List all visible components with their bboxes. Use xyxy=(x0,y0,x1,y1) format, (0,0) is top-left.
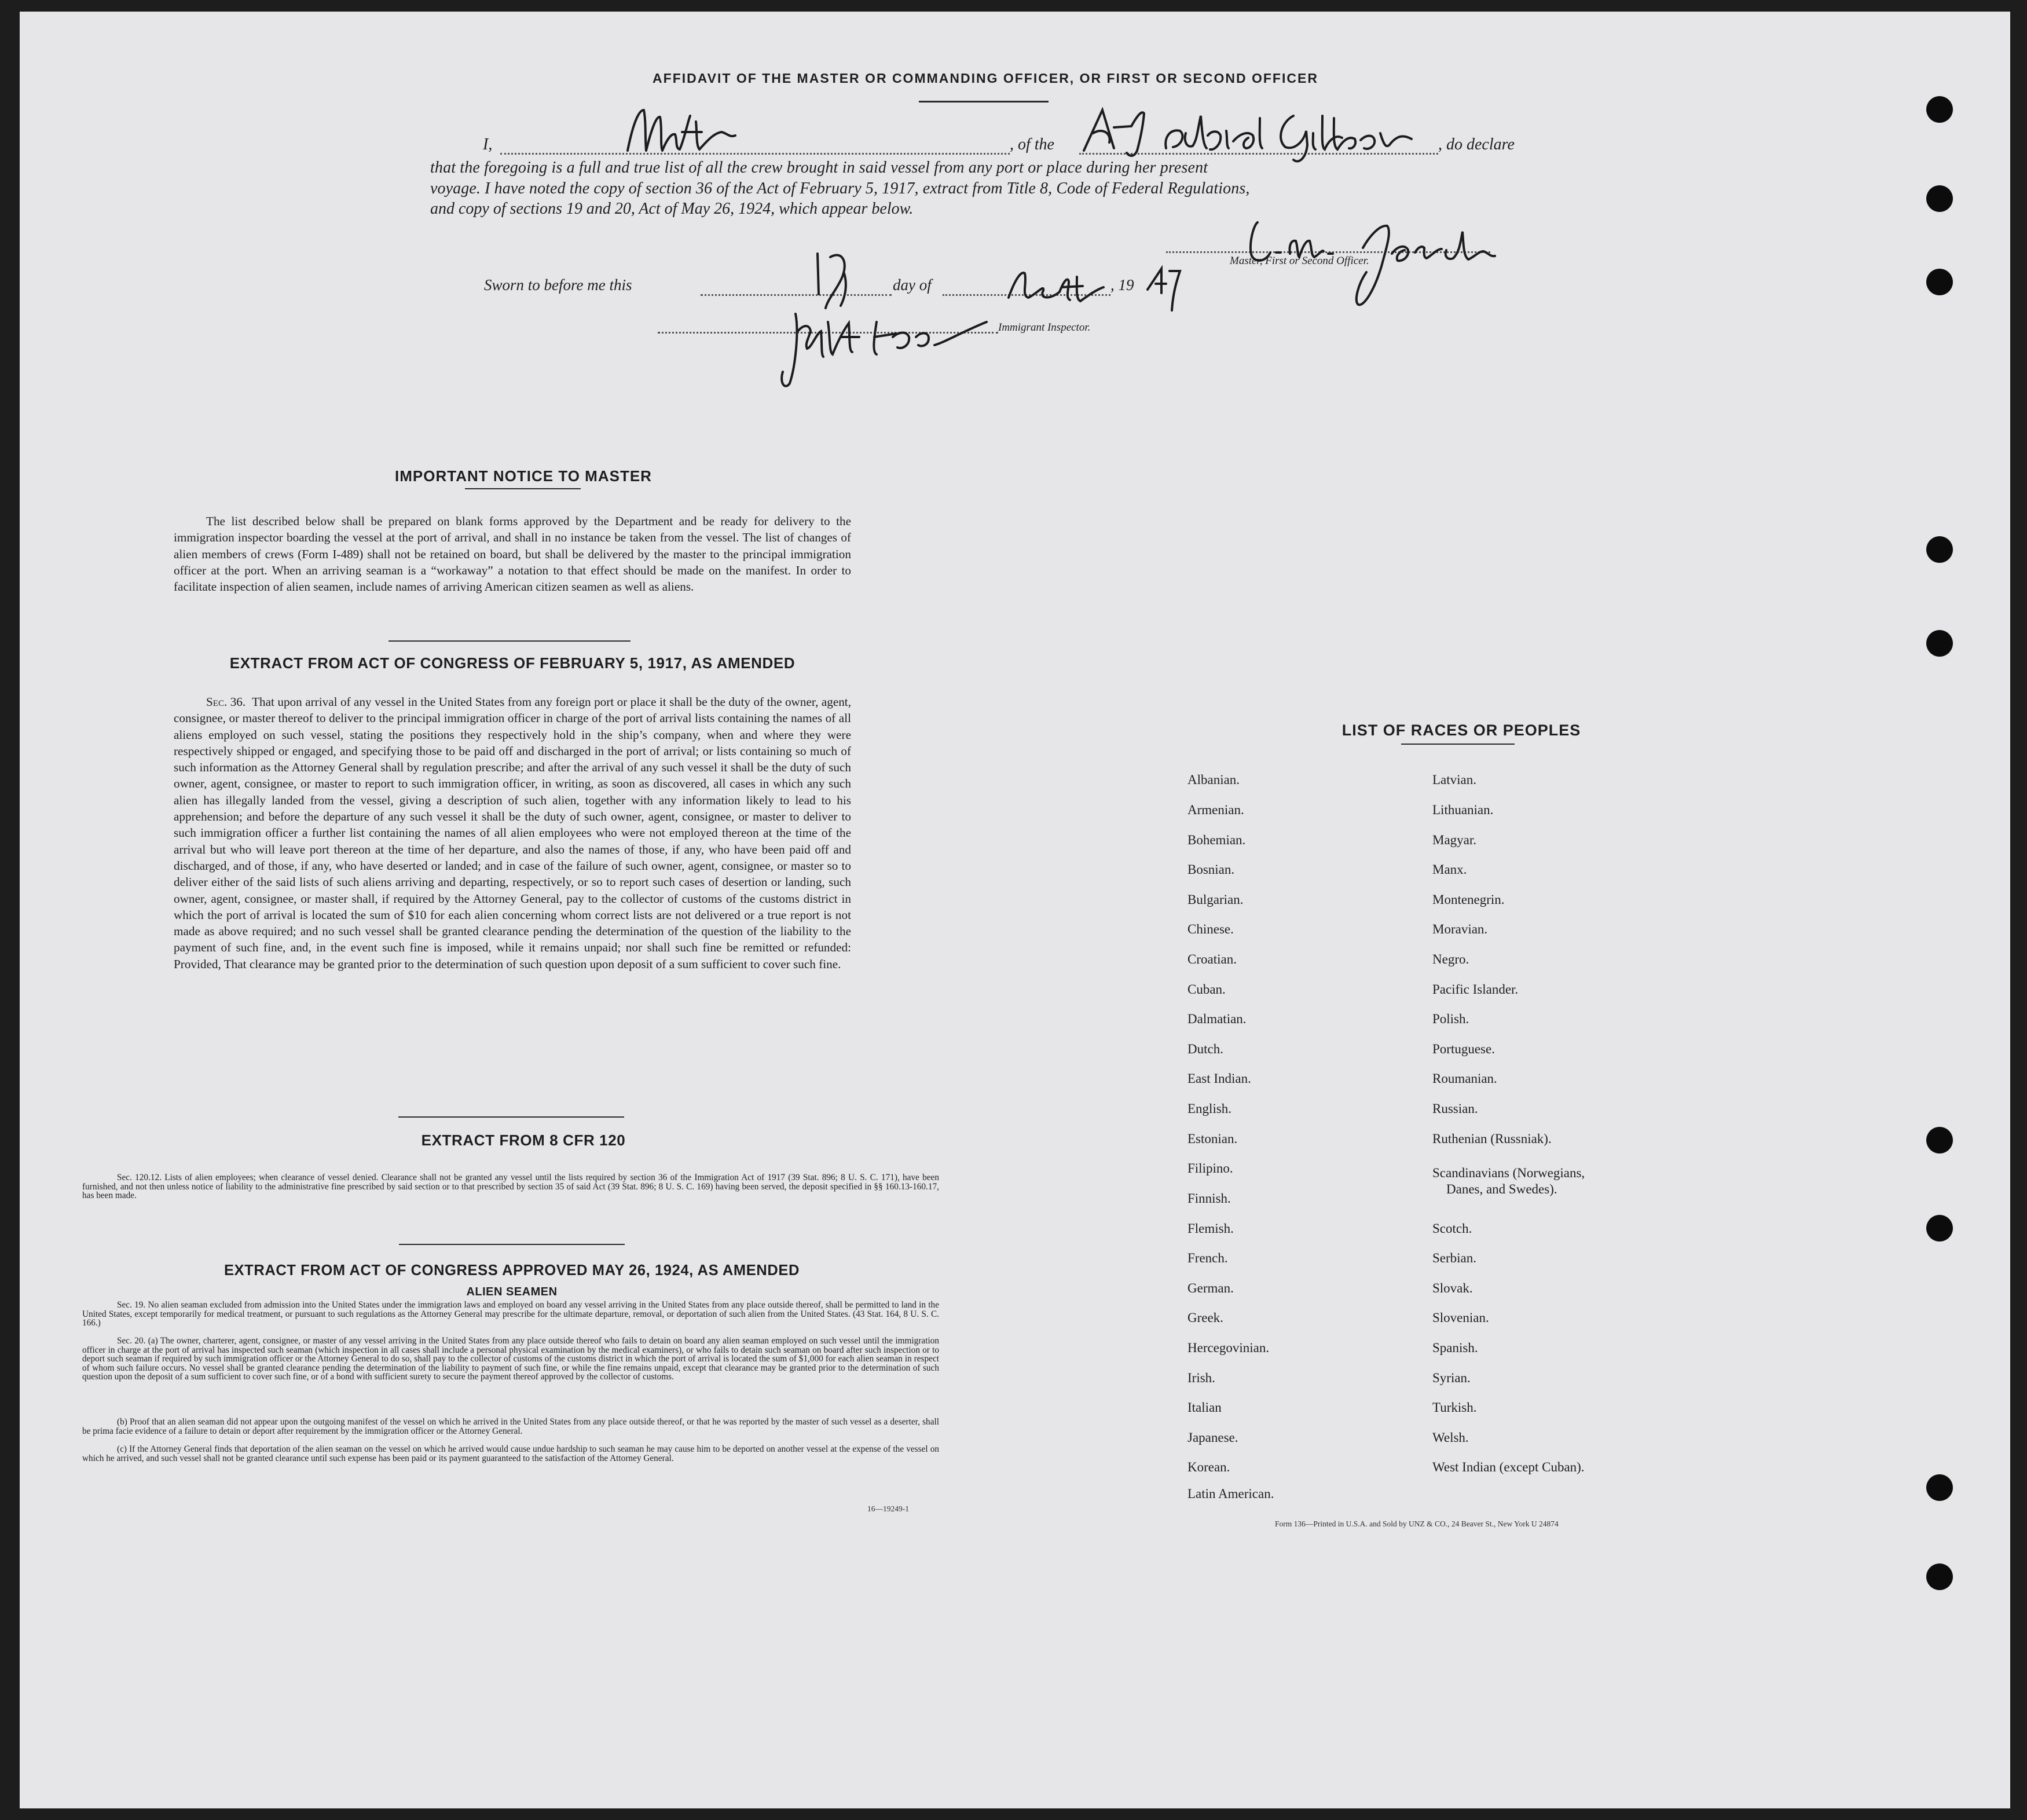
race-item: Scotch. xyxy=(1432,1221,1472,1236)
race-item: Montenegrin. xyxy=(1432,892,1505,907)
race-item: German. xyxy=(1187,1281,1234,1295)
sec-36-label: Sec. 36. xyxy=(206,695,246,709)
officer-caption: Master, First or Second Officer. xyxy=(1230,255,1369,267)
declaration-prefix: I, xyxy=(483,136,493,153)
sec-20b-text: (b) Proof that an alien seaman did not appear upon the outgoing manifest of the vessel on which he arrived in the United States from any place outside thereof, or that he was reported by the master of such vessel as a deserter, shall be prima facie evidence of a failure to detain or deport after requirement by the immigration officer or the Attorney General. xyxy=(82,1417,939,1436)
extract-cfr-text: Sec. 120.12. Lists of alien employees; when clearance of vessel denied. Clearance shall not be granted any vessel until the lists required by section 36 of the Immigration Act of 1917 (39 Stat. 896; 8 U. S. C. 171), have been furnished, and not then unless notice of liability to the administrative fine prescribed by said section or to that prescribed by section 35 of said Act (39 Stat. 896; 8 U. S. C. 169) having been served, the deposit specified in §§ 160.13-160.17, has been made. xyxy=(82,1173,939,1201)
race-item: Pacific Islander. xyxy=(1432,982,1519,997)
races-title: LIST OF RACES OR PEOPLES xyxy=(1341,722,1581,739)
document-page xyxy=(20,12,2010,1808)
race-item: Negro. xyxy=(1432,952,1469,966)
race-item: Japanese. xyxy=(1187,1430,1238,1445)
binder-hole xyxy=(1926,1215,1953,1242)
declaration-of: , of the xyxy=(1010,136,1054,153)
race-item: Estonian. xyxy=(1187,1131,1238,1146)
declaration-line-3: voyage. I have noted the copy of section 36 of the Act of February 5, 1917, extract from Title 8, Code of Federal Regulations, xyxy=(430,180,1250,197)
declaration-line-4: and copy of sections 19 and 20, Act of May 26, 1924, which appear below. xyxy=(430,200,914,218)
race-item: Filipino. xyxy=(1187,1161,1233,1176)
race-item: Finnish. xyxy=(1187,1191,1231,1206)
race-item: Bosnian. xyxy=(1187,862,1235,877)
notice-title: IMPORTANT NOTICE TO MASTER xyxy=(395,467,652,485)
sworn-day-field xyxy=(701,294,892,296)
race-item: Manx. xyxy=(1432,862,1467,877)
race-item: Scandinavians (Norwegians, xyxy=(1432,1166,1585,1180)
race-item: Latvian. xyxy=(1432,772,1476,787)
binder-hole xyxy=(1926,269,1953,295)
sec-36-body: That upon arrival of any vessel in the United States from any foreign port or place it shall be the duty of the owner, agent, consignee, or master thereof to deliver to the principal immigration officer in charge of the port of arrival lists containing the names of all aliens employed on such vessel, stating the positions they respectively hold in the ship’s company, when and where they were respectively shipped or engaged, and specifying those to be paid off and discharged in the port of arrival; or lists containing so much of such information as the Attorney General shall by regulation prescribe; and after the arrival of any such vessel it shall be the duty of such owner, agent, consignee, or master to report to such immigration officer, in writing, as soon as discovered, all cases in which any such alien has illegally landed from the vessel, giving a description of such alien, together with any information likely to lead to his apprehension; and before the departure of any such vessel it shall be the duty of such owner, agent, consignee, or master to deliver to such immigration officer a further list containing the names of all alien employees who were not employed thereon at the time of the arrival but who will leave port thereon at the time of her departure, and also the names of those, if any, who have been paid off and discharged, and of those, if any, who have deserted or landed; and in case of the failure of such owner, agent, consignee, or master so to deliver either of the said lists of such aliens arriving and departing, respectively, or so to report such cases of desertion or landing, such owner, agent, consignee, or master shall, if required by the Attorney General, pay to the collector of customs of the customs district in which the port of arrival is located the sum of $10 for each alien concerning whom correct lists are not delivered or a true report is not made as above required; and no such vessel shall be granted clearance pending the determination of the question of the liability to the payment of such fine, and, in the event such fine is imposed, while it remains unpaid; nor shall such fine be remitted or refunded: Provided, That clearance may be granted prior to the determination of such question upon deposit of a sum sufficient to cover such fine. xyxy=(174,695,851,971)
binder-hole xyxy=(1926,96,1953,123)
divider xyxy=(399,1244,625,1245)
divider xyxy=(465,488,581,489)
race-item: West Indian (except Cuban). xyxy=(1432,1460,1585,1474)
alien-seamen-subtitle: ALIEN SEAMEN xyxy=(466,1286,558,1298)
race-item: Roumanian. xyxy=(1432,1071,1497,1086)
extract-1924-title: EXTRACT FROM ACT OF CONGRESS APPROVED MAY 26, 1924, AS AMENDED xyxy=(223,1262,800,1279)
race-item: Slovak. xyxy=(1432,1281,1473,1295)
binder-hole xyxy=(1926,1127,1953,1153)
binder-hole xyxy=(1926,1563,1953,1590)
divider xyxy=(388,640,631,642)
binder-hole xyxy=(1926,536,1953,563)
race-item: Lithuanian. xyxy=(1432,803,1494,817)
handwritten-year xyxy=(1144,264,1185,316)
race-item: Bohemian. xyxy=(1187,833,1246,847)
inspector-signature xyxy=(772,296,987,395)
race-item: Slovenian. xyxy=(1432,1310,1489,1325)
race-item: Portuguese. xyxy=(1432,1042,1495,1056)
race-item: English. xyxy=(1187,1101,1232,1116)
race-item: Flemish. xyxy=(1187,1221,1234,1236)
declaration-suffix: , do declare xyxy=(1438,136,1515,153)
sec-19-text: Sec. 19. No alien seaman excluded from admission into the United States under the immigration laws and employed on board any vessel arriving in the United States from any place outside thereof, shall be permitted to land in the United States, except temporarily for medical treatment, or pursuant to such regulations as the Attorney General may prescribe for the ultimate departure, removal, or deportation of such alien from the United States. (43 Stat. 164, 8 U. S. C. 166.) xyxy=(82,1300,939,1328)
race-item: Latin American. xyxy=(1187,1486,1274,1501)
divider xyxy=(398,1116,624,1118)
race-item: Chinese. xyxy=(1187,922,1234,936)
sec-20c-text: (c) If the Attorney General finds that deportation of the alien seaman on the vessel on which he arrived would cause undue hardship to such seaman he may cause him to be deported on another vessel at the expense of the vessel on which he arrived, and such vessel shall not be granted clearance until such expense has been paid or its payment guaranteed to the satisfaction of the Attorney General. xyxy=(82,1444,939,1463)
race-item: French. xyxy=(1187,1251,1228,1265)
divider xyxy=(919,101,1049,102)
handwritten-vessel-name xyxy=(1079,93,1427,168)
handwritten-month xyxy=(1004,266,1114,307)
race-item: Serbian. xyxy=(1432,1251,1477,1265)
affidavit-title: AFFIDAVIT OF THE MASTER OR COMMANDING OFFICER, OR FIRST OR SECOND OFFICER xyxy=(653,71,1318,86)
declaration-line-2: that the foregoing is a full and true list of all the crew brought in said vessel from any port or place during her present xyxy=(430,159,1208,177)
form-footer: Form 136—Printed in U.S.A. and Sold by UNZ & CO., 24 Beaver St., New York U 24874 xyxy=(1275,1519,1559,1528)
sworn-year-prefix: , 19 xyxy=(1110,276,1134,294)
race-item: Welsh. xyxy=(1432,1430,1469,1445)
sec-20a-text: Sec. 20. (a) The owner, charterer, agent, consignee, or master of any vessel arriving in the United States from any place outside thereof who fails to detain on board any alien seaman employed on such vessel until the immigration officer in charge at the port of arrival has inspected such seaman (which inspection in all cases shall include a personal physical examination by the medical examiners), or who fails to detain such seaman on board after such inspection or to deport such seaman if required by such immigration officer or the Attorney General to do so, shall pay to the collector of customs of the customs district in which the port of arrival is located the sum of $1,000 for each alien seaman in respect of whom such failure occurs. No vessel shall be granted clearance pending the determination of the liability to payment of such fine, or while the fine remains unpaid, except that clearance may be granted prior to the determination of such question upon the deposit of a sum sufficient to cover such fine, or of a bond with sufficient surety to secure the payment thereof approved by the collector of customs. xyxy=(82,1336,939,1382)
extract-1917-text xyxy=(174,694,851,972)
print-code: 16—19249-1 xyxy=(867,1504,909,1513)
race-item: Polish. xyxy=(1432,1012,1469,1026)
binder-hole xyxy=(1926,630,1953,657)
divider xyxy=(1401,744,1515,745)
race-item: Korean. xyxy=(1187,1460,1230,1474)
race-item: Dalmatian. xyxy=(1187,1012,1247,1026)
race-item: Turkish. xyxy=(1432,1400,1477,1415)
race-item: Spanish. xyxy=(1432,1341,1478,1355)
race-item: Croatian. xyxy=(1187,952,1237,966)
race-item: Magyar. xyxy=(1432,833,1477,847)
binder-hole xyxy=(1926,1474,1953,1501)
inspector-caption: Immigrant Inspector. xyxy=(998,321,1091,334)
sworn-day-of: day of xyxy=(893,276,932,294)
race-item: Moravian. xyxy=(1432,922,1488,936)
race-item: Ruthenian (Russniak). xyxy=(1432,1131,1552,1146)
officer-signature xyxy=(1236,214,1502,313)
race-item: Dutch. xyxy=(1187,1042,1223,1056)
race-item: Italian xyxy=(1187,1400,1222,1415)
race-item: Hercegovinian. xyxy=(1187,1341,1270,1355)
race-item: Russian. xyxy=(1432,1101,1478,1116)
notice-text: The list described below shall be prepared on blank forms approved by the Department and be ready for delivery to the immigration inspector boarding the vessel at the port of arrival, and shall in no instance be taken from the vessel. The list of changes of alien members of crews (Form I-489) shall not be retained on board, but shall be delivered by the master to the principal immigration officer at the port. When an arriving seaman is a “workaway” a notation to that effect should be made on the manifest. In order to facilitate inspection of alien seamen, include names of arriving American citizen seamen as well as aliens. xyxy=(174,514,851,594)
binder-hole xyxy=(1926,185,1953,212)
race-item: Syrian. xyxy=(1432,1371,1471,1385)
extract-cfr-title: EXTRACT FROM 8 CFR 120 xyxy=(421,1131,626,1149)
race-item: Greek. xyxy=(1187,1310,1223,1325)
handwritten-rank xyxy=(622,98,761,162)
sworn-prefix: Sworn to before me this xyxy=(484,276,632,294)
race-item: Danes, and Swedes). xyxy=(1446,1182,1557,1196)
race-item: Cuban. xyxy=(1187,982,1226,997)
extract-1917-title: EXTRACT FROM ACT OF CONGRESS OF FEBRUARY 5, 1917, AS AMENDED xyxy=(229,654,796,672)
race-item: Albanian. xyxy=(1187,772,1240,787)
race-item: Armenian. xyxy=(1187,803,1244,817)
race-item: East Indian. xyxy=(1187,1071,1251,1086)
race-item: Bulgarian. xyxy=(1187,892,1244,907)
race-item: Irish. xyxy=(1187,1371,1215,1385)
